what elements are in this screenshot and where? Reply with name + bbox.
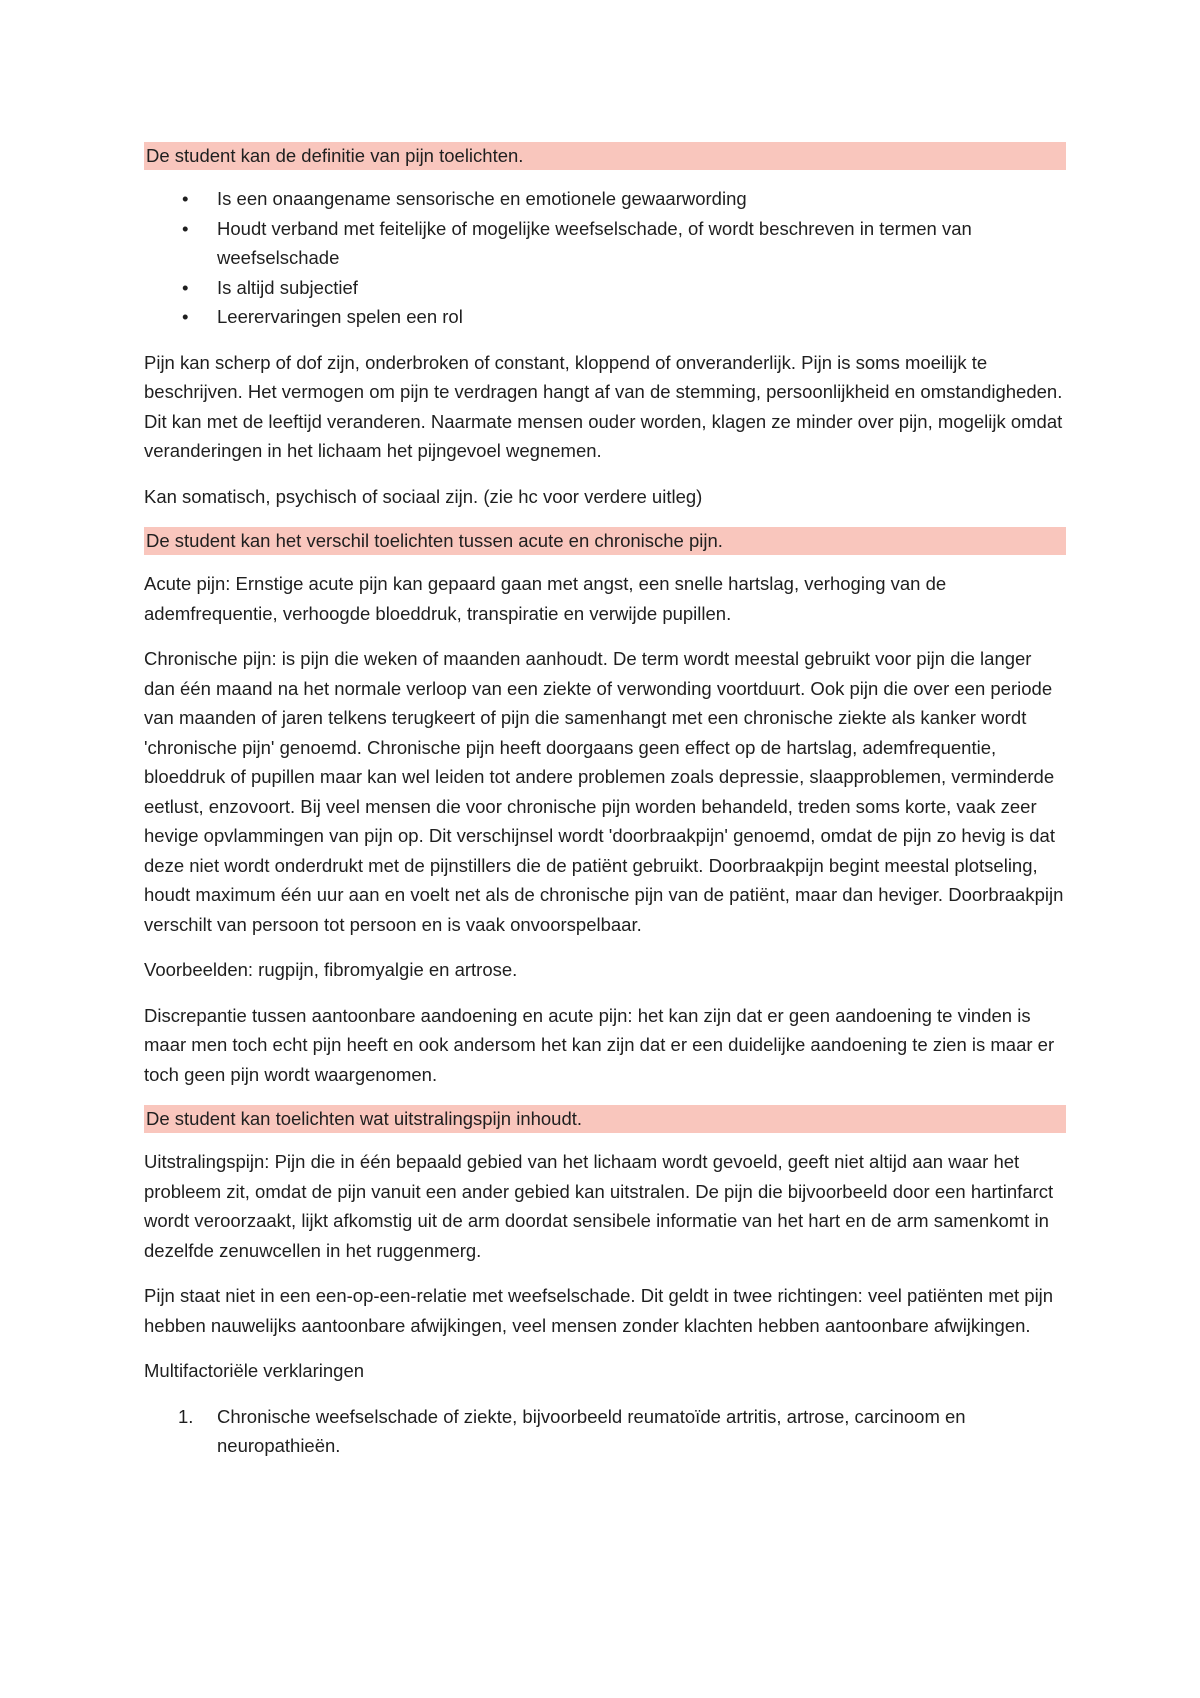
list-item — [144, 273, 1066, 303]
list-item-text: Chronische weefselschade of ziekte, bijvoorbeeld reumatoïde artritis, artrose, carcinoom en neuropathieën. — [217, 1405, 966, 1456]
multifactorial-list — [144, 1402, 1066, 1461]
heading-definition: De student kan de definitie van pijn toelichten. — [144, 142, 1066, 170]
paragraph-acute-pain: Acute pijn: Ernstige acute pijn kan gepaard gaan met angst, een snelle hartslag, verhoging van de ademfrequentie, verhoogde bloeddruk, transpiratie en verwijde pupillen. — [144, 573, 947, 624]
heading-referred-pain: De student kan toelichten wat uitstralingspijn inhoudt. — [144, 1105, 1066, 1133]
document-page — [144, 142, 1066, 1461]
paragraph-multifactorial: Multifactoriële verklaringen — [144, 1360, 365, 1381]
bullet-icon: • — [182, 188, 189, 209]
paragraph-tissue-damage: Pijn staat niet in een een-op-een-relatie met weefselschade. Dit geldt in twee richtingen: veel patiënten met pijn hebben nauwelijks aantoonbare afwijkingen, veel mensen zonder klachten hebben aantoonbare afwijkingen. — [144, 1285, 1054, 1336]
list-item-text: Is altijd subjectief — [217, 276, 358, 298]
list-number: 1. — [178, 1405, 194, 1427]
paragraph-pain-description: Pijn kan scherp of dof zijn, onderbroken of constant, kloppend of onveranderlijk. Pijn is soms moeilijk te beschrijven. Het vermogen om pijn te verdragen hangt af van de stemming, persoonlijkheid en omstandigheden. Dit kan met de leeftijd veranderen. Naarmate mensen ouder worden, klagen ze minder over pijn, mogelijk omdat veranderingen in het lichaam het pijngevoel wegnemen. — [144, 351, 1063, 461]
heading-acute-chronic: De student kan het verschil toelichten tussen acute en chronische pijn. — [144, 527, 1066, 555]
paragraph-chronic-pain: Chronische pijn: is pijn die weken of maanden aanhoudt. De term wordt meestal gebruikt voor pijn die langer dan één maand na het normale verloop van een ziekte of verwonding voortduurt. Ook pijn die over een periode van maanden of jaren telkens terugkeert of pijn die samenhangt met een chronische ziekte als kanker wordt 'chronische pijn' genoemd. Chronische pijn heeft doorgaans geen effect op de hartslag, ademfrequentie, bloeddruk of pupillen maar kan wel leiden tot andere problemen zoals depressie, slaapproblemen, verminderde eetlust, enzovoort. Bij veel mensen die voor chronische pijn worden behandeld, treden soms korte, vaak zeer hevige opvlammingen van pijn op. Dit verschijnsel wordt 'doorbraakpijn' genoemd, omdat de pijn zo hevig is dat deze niet wordt onderdrukt met de pijnstillers die de patiënt gebruikt. Doorbraakpijn begint meestal plotseling, houdt maximum één uur aan en voelt net als de chronische pijn van de patiënt, maar dan heviger. Doorbraakpijn verschilt van persoon tot persoon en is vaak onvoorspelbaar. — [144, 648, 1064, 935]
paragraph-examples: Voorbeelden: rugpijn, fibromyalgie en artrose. — [144, 959, 518, 980]
bullet-icon: • — [182, 217, 189, 239]
list-item-text: Houdt verband met feitelijke of mogelijke weefselschade, of wordt beschreven in termen van weefselschade — [217, 217, 972, 268]
list-item — [144, 302, 1066, 332]
list-item — [144, 214, 1066, 273]
list-item-text: Leerervaringen spelen een rol — [217, 306, 463, 327]
list-item — [144, 184, 1066, 214]
bullet-icon: • — [182, 306, 189, 327]
bullet-icon: • — [182, 276, 189, 298]
list-item — [144, 1402, 1066, 1461]
definition-bullet-list — [144, 184, 1066, 332]
paragraph-referred-pain: Uitstralingspijn: Pijn die in één bepaald gebied van het lichaam wordt gevoeld, geeft niet altijd aan waar het probleem zit, omdat de pijn vanuit een ander gebied kan uitstralen. De pijn die bijvoorbeeld door een hartinfarct wordt veroorzaakt, lijkt afkomstig uit de arm doordat sensibele informatie van het hart en de arm samenkomt in dezelfde zenuwcellen in het ruggenmerg. — [144, 1151, 1054, 1261]
list-item-text: Is een onaangename sensorische en emotionele gewaarwording — [217, 188, 747, 209]
paragraph-discrepancy: Discrepantie tussen aantoonbare aandoening en acute pijn: het kan zijn dat er geen aandoening te vinden is maar men toch echt pijn heeft en ook andersom het kan zijn dat er een duidelijke aandoening te zien is maar er toch geen pijn wordt waargenomen. — [144, 1004, 1055, 1085]
paragraph-pain-types: Kan somatisch, psychisch of sociaal zijn. (zie hc voor verdere uitleg) — [144, 485, 703, 507]
